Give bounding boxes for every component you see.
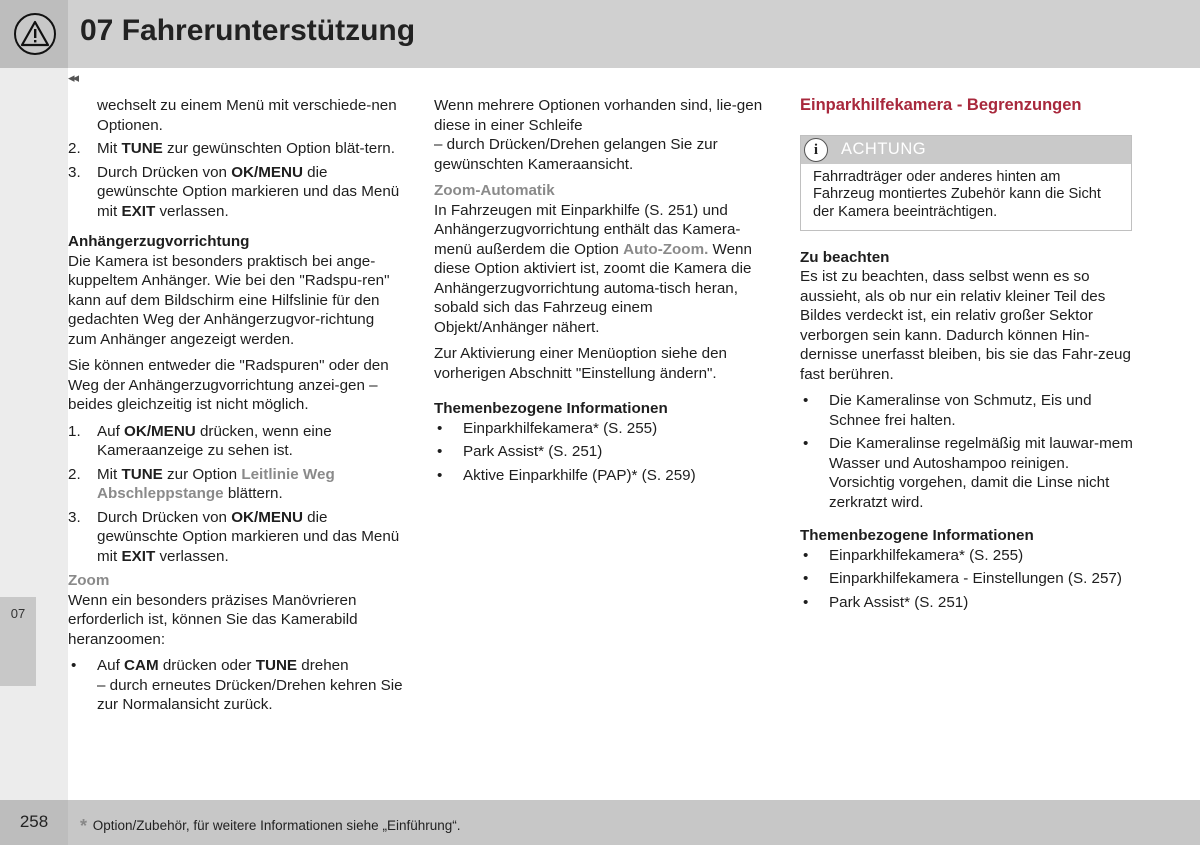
related-link[interactable]: • Aktive Einparkhilfe (PAP)* (S. 259) <box>437 466 696 484</box>
related-link[interactable]: • Einparkhilfekamera - Einstellungen (S. 257) <box>803 570 1122 588</box>
page-title: 07 Fahrerunterstützung <box>80 14 416 47</box>
section-heading-zoom: Zoom <box>68 572 110 589</box>
menu-option-label: Auto-Zoom. <box>623 240 709 258</box>
left-margin-band <box>0 68 68 800</box>
related-link[interactable]: • Einparkhilfekamera* (S. 255) <box>437 419 658 437</box>
page-header <box>0 0 1200 68</box>
column-1 <box>68 96 403 719</box>
page-footer <box>0 800 1200 845</box>
section-heading-limitations: Einparkhilfekamera - Begrenzungen <box>800 96 1082 114</box>
step-item: 2. Mit TUNE zur gewünschten Option blät-tern. <box>68 140 395 157</box>
bullet-item: • Auf CAM drücken oder TUNE drehen – durch erneutes Drücken/Drehen kehren Sie zur Normalansicht zurück. <box>71 657 403 713</box>
section-heading-note: Zu beachten <box>800 248 890 266</box>
warning-triangle-icon <box>14 13 56 55</box>
column-2 <box>434 96 769 489</box>
step-item: 2. Mit TUNE zur Option Leitlinie Weg Abschleppstange blättern. <box>68 465 335 502</box>
bullet-item: • Die Kameralinse von Schmutz, Eis und Schnee frei halten. <box>803 392 1092 429</box>
warning-box <box>800 135 1132 231</box>
paragraph: In Fahrzeugen mit Einparkhilfe (S. 251) und Anhängerzugvorrichtung enthält das Kamera-menü außerdem die Option Auto-Zoom. Wenn diese Option aktiviert ist, zoomt die Kamera die Anhängerzugvorrichtung automa-tisch heran, sobald sich das Fahrzeug einem Objekt/Anhänger nähert. <box>434 201 752 336</box>
paragraph: Zur Aktivierung einer Menüoption siehe den vorherigen Abschnitt "Einstellung ändern". <box>434 345 727 382</box>
column-3 <box>800 96 1135 616</box>
asterisk-marker: * <box>80 816 88 836</box>
paragraph: Wenn mehrere Optionen vorhanden sind, lie-gen diese in einer Schleife <box>434 97 763 134</box>
chapter-tab-label: 07 <box>10 606 26 621</box>
bullet-item: • Die Kameralinse regelmäßig mit lauwar-mem Wasser und Autoshampoo reinigen. Vorsichtig vorgehen, damit die Linse nicht zerkratzt wird. <box>803 435 1133 511</box>
info-icon: i <box>804 138 828 162</box>
section-heading-trailer: Anhängerzugvorrichtung <box>68 233 250 250</box>
related-info-heading: Themenbezogene Informationen <box>800 527 1034 545</box>
continued-text: wechselt zu einem Menü mit verschiede-nen Optionen. <box>97 97 397 134</box>
warning-label: ACHTUNG <box>841 139 927 158</box>
paragraph: – durch Drücken/Drehen gelangen Sie zur gewünschten Kameraansicht. <box>434 136 718 173</box>
warning-text: Fahrradträger oder anderes hinten am Fahrzeug montiertes Zubehör kann die Sicht der Kamera beeinträchtigen. <box>813 168 1101 221</box>
header-icon-box <box>0 0 68 68</box>
step-item: 3. Durch Drücken von OK/MENU die gewünschte Option markieren und das Menü mit EXIT verlassen. <box>68 163 400 220</box>
step-item: 1. Auf OK/MENU drücken, wenn eine Kameraanzeige zu sehen ist. <box>68 422 332 459</box>
section-heading-zoom-auto: Zoom-Automatik <box>434 182 555 199</box>
paragraph: Es ist zu beachten, dass selbst wenn es so aussieht, als ob nur ein relativ kleiner Teil des Bildes verdeckt ist, ein relativ großer Sektor verborgen sein kann. Dadurch können Hin-dernisse unerfasst bleiben, bis sie das Fahr-zeug fast berühren. <box>800 268 1131 383</box>
page-number-box <box>0 800 68 845</box>
chapter-tab <box>0 597 36 686</box>
related-link[interactable]: • Park Assist* (S. 251) <box>803 593 969 611</box>
related-link[interactable]: • Einparkhilfekamera* (S. 255) <box>803 546 1024 564</box>
warning-header <box>801 136 1131 164</box>
page-number: 258 <box>19 812 49 831</box>
footnote: * Option/Zubehör, für weitere Informationen siehe „Einführung“. <box>80 816 461 836</box>
step-item: 3. Durch Drücken von OK/MENU die gewünschte Option markieren und das Menü mit EXIT verlassen. <box>68 508 400 565</box>
paragraph: Sie können entweder die "Radspuren" oder den Weg der Anhängerzugvorrichtung anzei-gen – beides gleichzeitig ist nicht möglich. <box>68 357 389 413</box>
continued-marker: ◂◂ <box>68 70 78 85</box>
related-link[interactable]: • Park Assist* (S. 251) <box>437 443 603 460</box>
paragraph: Die Kamera ist besonders praktisch bei ange-kuppeltem Anhänger. Wie bei den "Radspu-ren" kann auf dem Bildschirm eine Hilfslinie für den gedachten Weg der Anhängerzugvor-richtung zum Anhänger angezeigt werden. <box>68 252 390 348</box>
menu-option-label: Leitlinie Weg Abschleppstange <box>97 465 335 502</box>
paragraph: Wenn ein besonders präzises Manövrieren erforderlich ist, können Sie das Kamerabild heranzoomen: <box>68 591 358 648</box>
related-info-heading: Themenbezogene Informationen <box>434 400 668 417</box>
